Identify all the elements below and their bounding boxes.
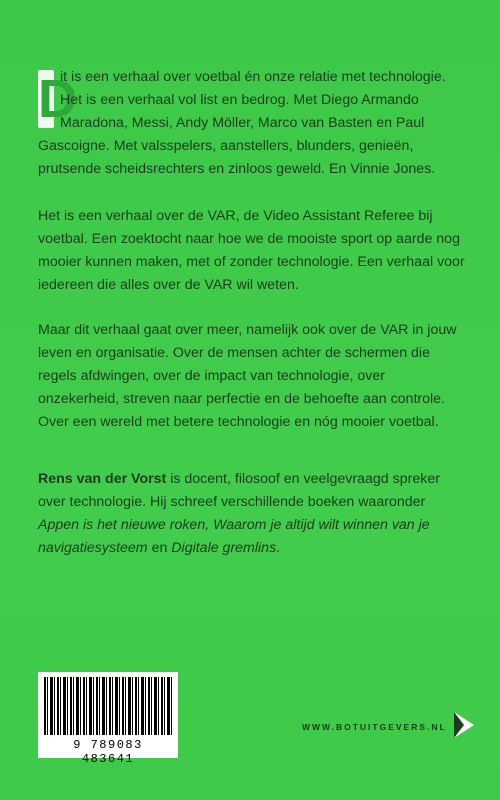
bio-text-2: en — [147, 540, 172, 556]
paragraph-intro — [38, 66, 466, 181]
book-title-gremlins: Digitale gremlins — [171, 540, 277, 556]
author-name: Rens van der Vorst — [38, 471, 167, 487]
book-titles: Appen is het nieuwe roken, Waarom je altijd wilt winnen van je navigatiesysteem — [38, 517, 430, 556]
drop-cap: D — [38, 69, 77, 129]
barcode-bars — [44, 677, 172, 735]
barcode — [38, 672, 178, 766]
paragraph-intro-text: it is een verhaal over voetbal én onze relatie met technologie. Het is een verhaal vol list en bedrog. Met Diego Armando Maradona, Messi, Andy Möller, Marco van Basten en Paul Gascoigne. Met valsspelers, aanstellers, blunders, genieën, prutsende scheidsrechters en zinloos geweld. En Vinnie Jones. — [38, 69, 446, 177]
author-bio — [38, 468, 466, 560]
publisher-url: WWW.BOTUITGEVERS.NL — [302, 722, 447, 732]
paragraph-life: Maar dit verhaal gaat over meer, namelijk ook over de VAR in jouw leven en organisatie. Over de mensen achter de schermen die regels afdwingen, over de impact van technologie, over onzekerheid, streven naar perfectie en de behoefte aan controle. Over een wereld met betere technologie en nóg mooier voetbal. — [38, 322, 457, 430]
bio-text-1: is docent, filosoof en veelgevraagd spreker over technologie. Hij schreef verschillende boeken waaronder — [38, 471, 440, 510]
blurb — [38, 66, 466, 560]
publisher-logo-icon — [452, 710, 476, 740]
isbn-number: 9 789083 483641 — [73, 738, 143, 766]
bio-text-3: . — [276, 540, 281, 556]
paragraph-var: Het is een verhaal over de VAR, de Video Assistant Referee bij voetbal. Een zoektocht naar hoe we de mooiste sport op aarde nog mooier kunnen maken, met of zonder technologie. Een verhaal voor iedereen die alles over de VAR wil weten. — [38, 208, 465, 293]
